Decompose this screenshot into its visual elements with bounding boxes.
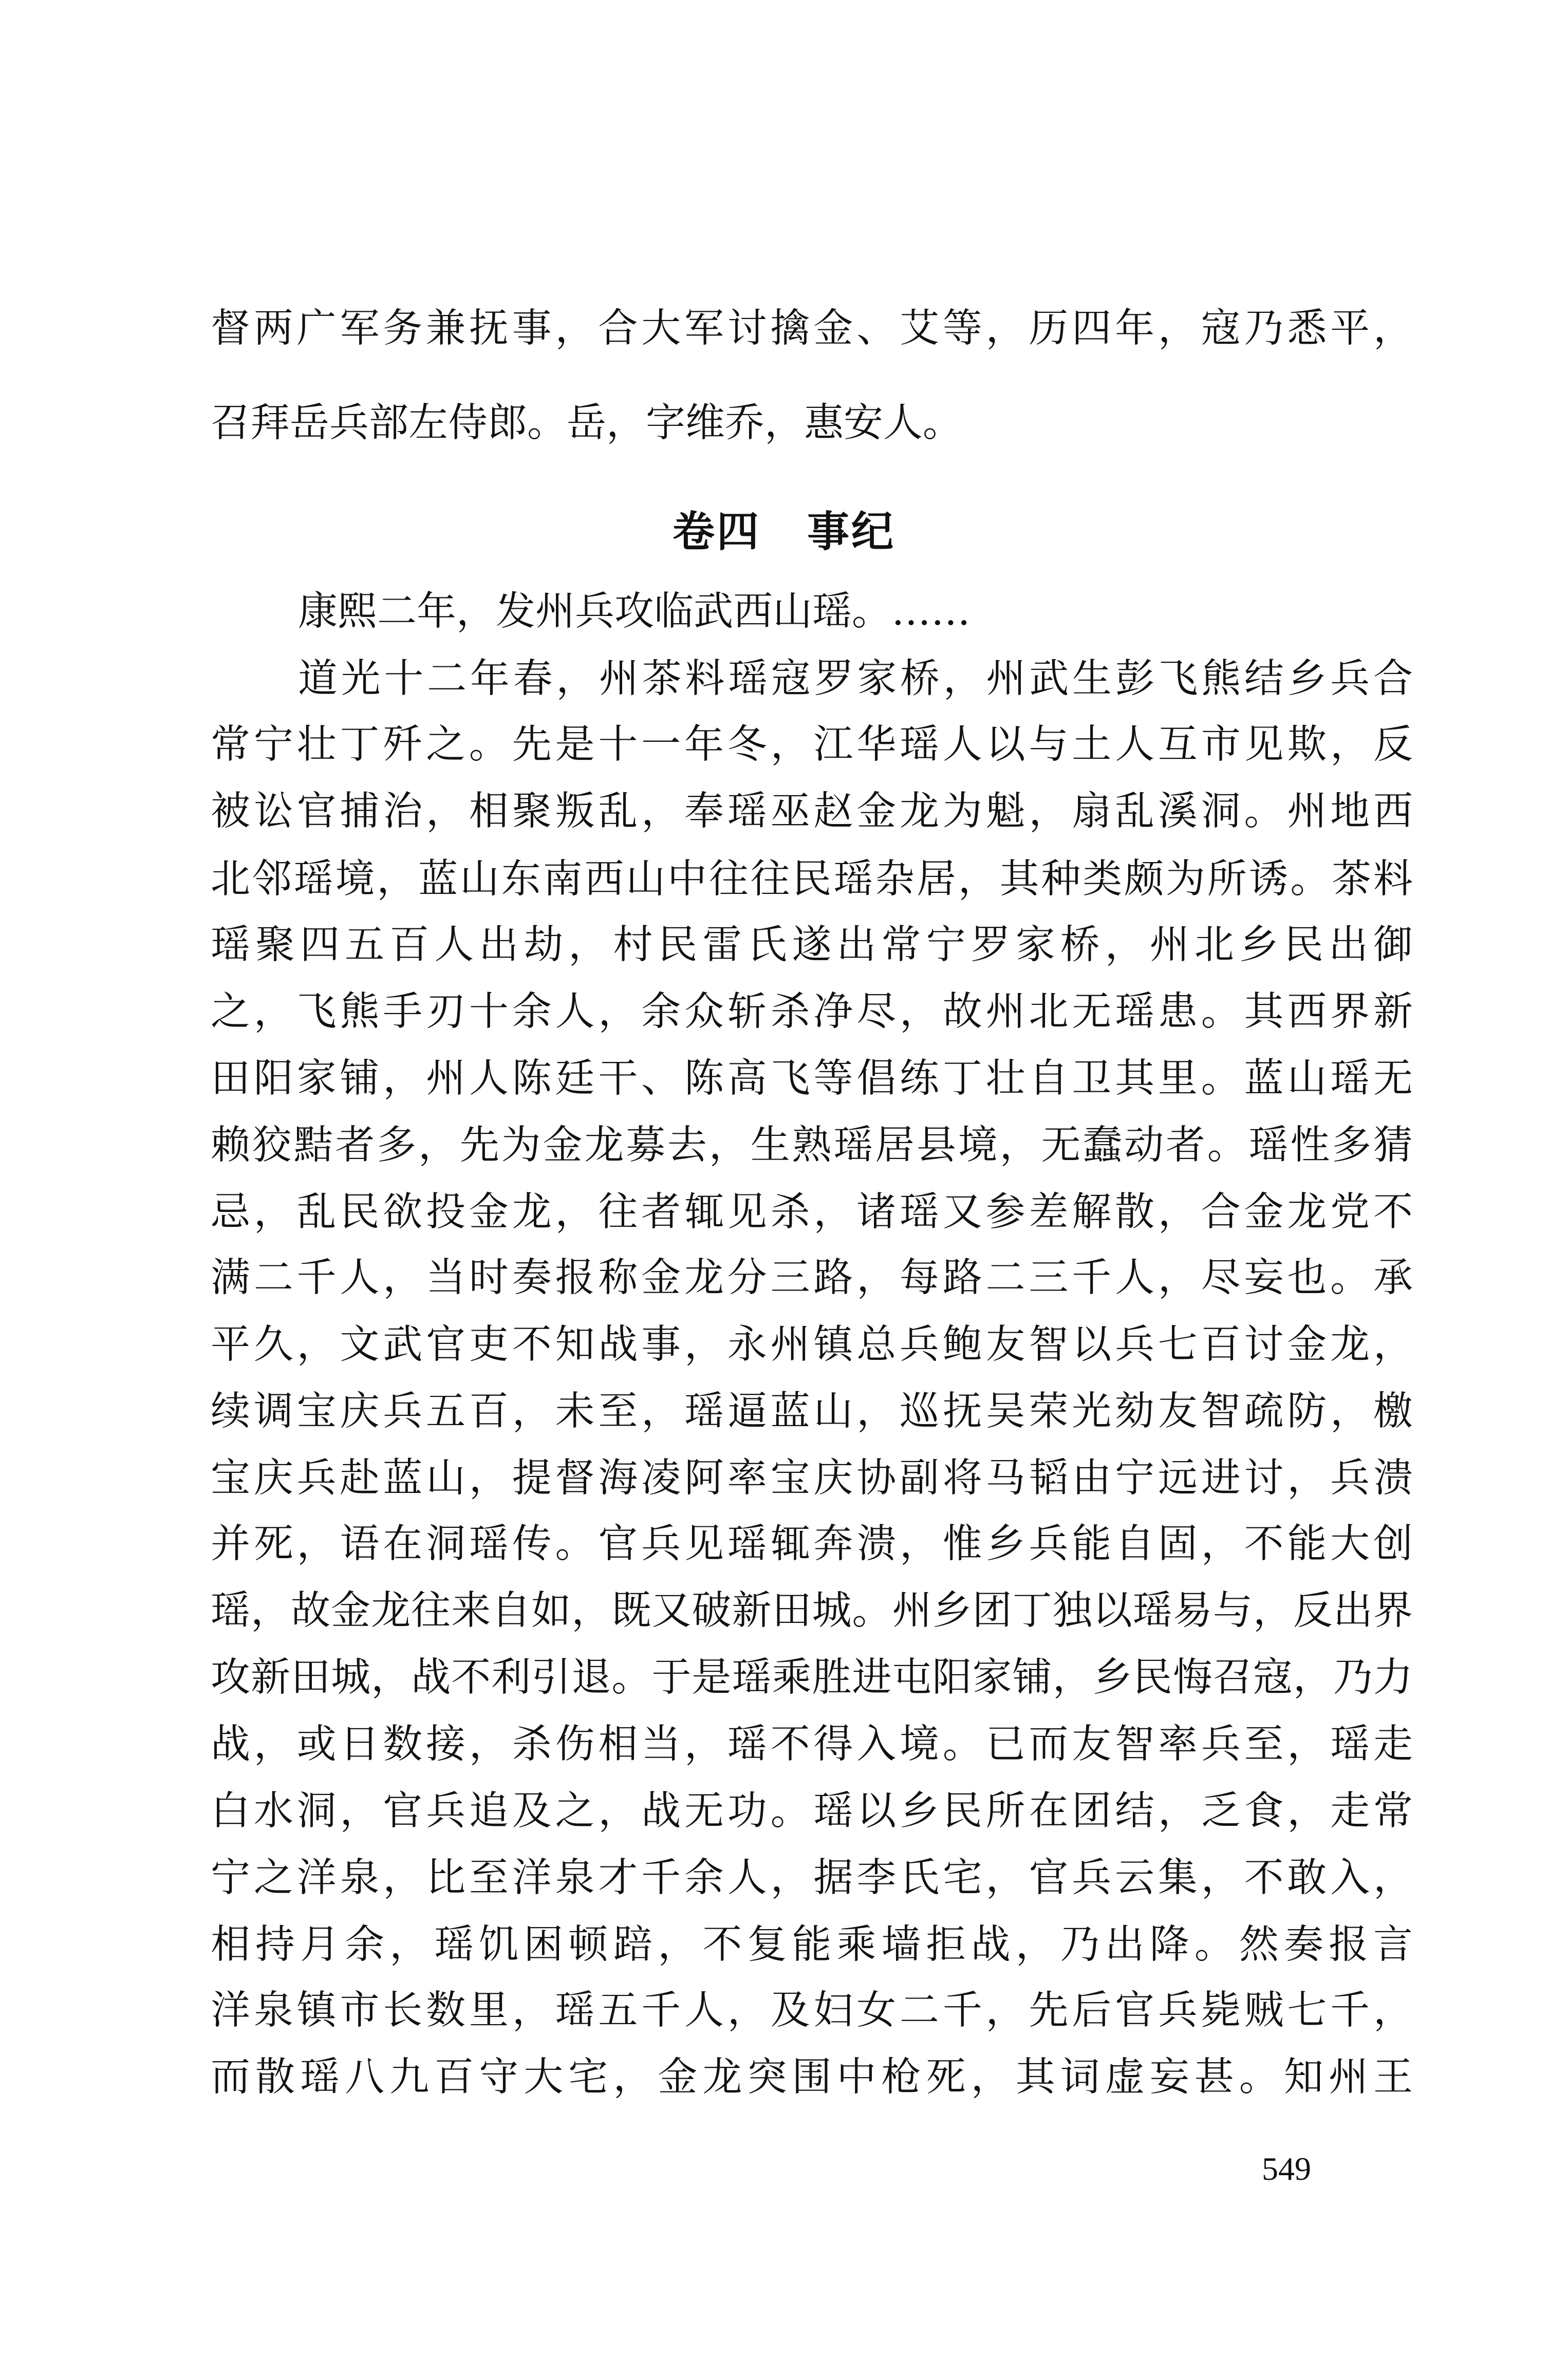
- body-line-14: 宝庆兵赴蓝山，提督海凌阿率宝庆协副将马韬由宁远进讨，兵溃: [211, 1455, 1413, 1501]
- body-line-8: 田阳家铺，州人陈廷干、陈高飞等倡练丁壮自卫其里。蓝山瑶无: [211, 1056, 1413, 1101]
- body-line-12: 平久，文武官吏不知战事，永州镇总兵鲍友智以兵七百讨金龙，: [211, 1322, 1413, 1368]
- body-line-15: 并死，语在洞瑶传。官兵见瑶辄奔溃，惟乡兵能自固，不能大创: [211, 1521, 1413, 1567]
- body-line-17: 攻新田城，战不利引退。于是瑶乘胜进屯阳家铺，乡民悔召寇，乃力: [211, 1655, 1413, 1700]
- body-line-18: 战，或日数接，杀伤相当，瑶不得入境。已而友智率兵至，瑶走: [211, 1722, 1413, 1767]
- body-line-13: 续调宝庆兵五百，未至，瑶逼蓝山，巡抚吴荣光劾友智疏防，檄: [211, 1389, 1413, 1434]
- body-line-4: 被讼官捕治，相聚叛乱，奉瑶巫赵金龙为魁，扇乱溪洞。州地西: [211, 789, 1413, 834]
- body-line-6: 瑶聚四五百人出劫，村民雷氏遂出常宁罗家桥，州北乡民出御: [211, 922, 1413, 968]
- body-line-2: 道光十二年春，州茶料瑶寇罗家桥，州武生彭飞熊结乡兵合: [298, 656, 1413, 702]
- body-line-10: 忌，乱民欲投金龙，往者辄见杀，诸瑶又参差解散，合金龙党不: [211, 1189, 1413, 1235]
- text-line-2: 召拜岳兵部左侍郎。岳，字维乔，惠安人。: [211, 400, 962, 446]
- body-line-20: 宁之洋泉，比至洋泉才千余人，据李氏宅，官兵云集，不敢入，: [211, 1855, 1413, 1901]
- page-number: 549: [1262, 2151, 1311, 2187]
- body-line-21: 相持月余，瑶饥困顿踣，不复能乘墙拒战，乃出降。然奏报言: [211, 1922, 1413, 1968]
- body-line-3: 常宁壮丁歼之。先是十一年冬，江华瑶人以与土人互市见欺，反: [211, 722, 1413, 768]
- section-heading: [0, 503, 1568, 560]
- body-line-22: 洋泉镇市长数里，瑶五千人，及妇女二千，先后官兵毙贼七千，: [211, 1988, 1413, 2033]
- body-line-1: 康熙二年，发州兵攻临武西山瑶。……: [298, 589, 970, 634]
- text-line-1: 督两广军务兼抚事，合大军讨擒金、艾等，历四年，寇乃悉平，: [211, 306, 1413, 351]
- body-line-11: 满二千人，当时奏报称金龙分三路，每路二三千人，尽妄也。承: [211, 1255, 1413, 1301]
- body-line-16: 瑶，故金龙往来自如，既又破新田城。州乡团丁独以瑶易与，反出界: [211, 1588, 1413, 1634]
- body-line-19: 白水洞，官兵追及之，战无功。瑶以乡民所在团结，乏食，走常: [211, 1788, 1413, 1834]
- section-heading-volume: 卷四: [672, 507, 761, 556]
- body-line-5: 北邻瑶境，蓝山东南西山中往往民瑶杂居，其种类颇为所诱。茶料: [211, 856, 1413, 902]
- body-line-23: 而散瑶八九百守大宅，金龙突围中枪死，其词虚妄甚。知州王: [211, 2054, 1413, 2100]
- section-heading-title: 事纪: [807, 507, 896, 556]
- body-line-7: 之，飞熊手刃十余人，余众斩杀净尽，故州北无瑶患。其西界新: [211, 989, 1413, 1035]
- body-line-9: 赖狡黠者多，先为金龙募去，生熟瑶居县境，无蠢动者。瑶性多猜: [211, 1123, 1413, 1168]
